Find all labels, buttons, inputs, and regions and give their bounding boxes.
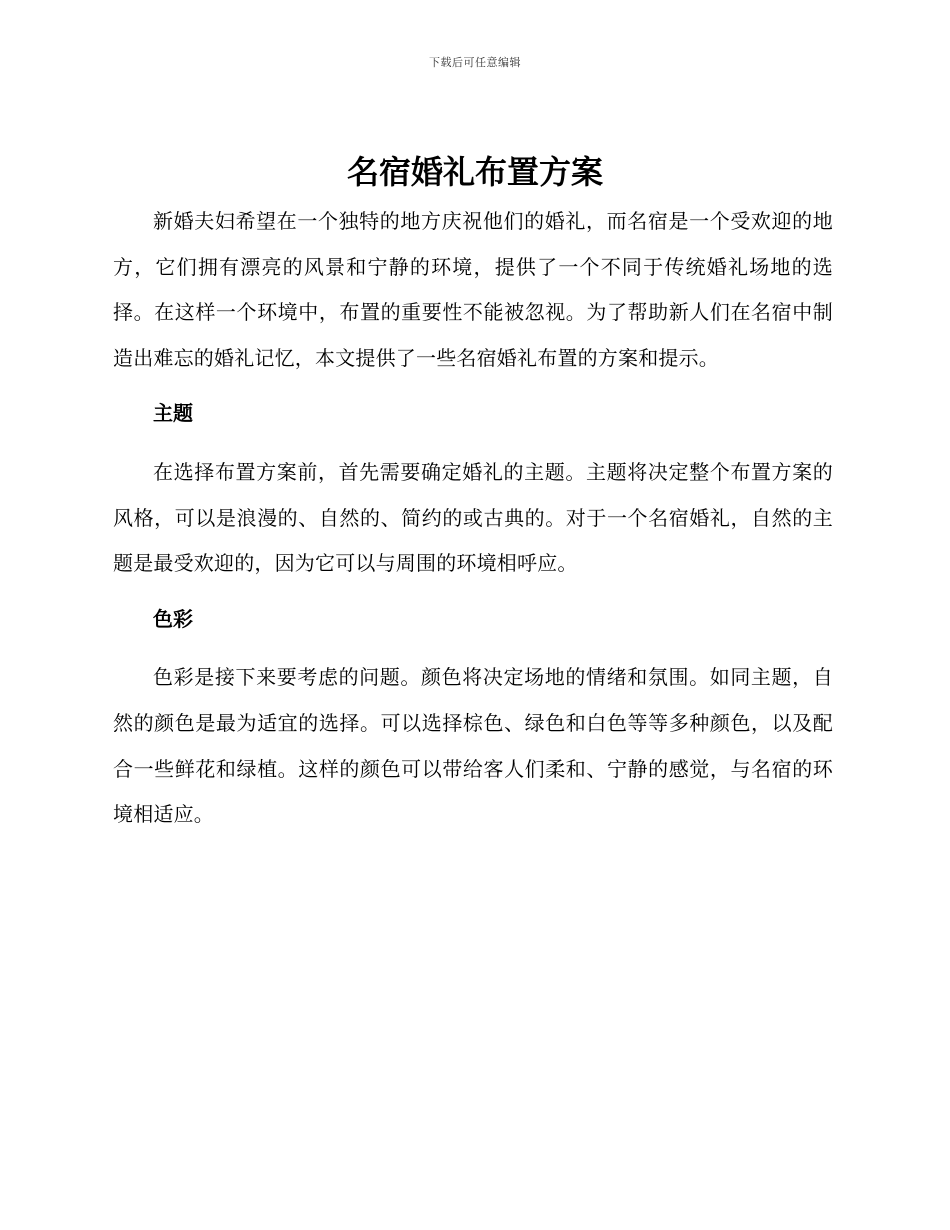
intro-paragraph: 新婚夫妇希望在一个独特的地方庆祝他们的婚礼，而名宿是一个受欢迎的地方，它们拥有漂亮的风景和宁静的环境，提供了一个不同于传统婚礼场地的选择。在这样一个环境中，布置的重要性不能被忽视。为了帮助新人们在名宿中制造出难忘的婚礼记忆，本文提供了一些名宿婚礼布置的方案和提示。 xyxy=(113,209,833,370)
document-body xyxy=(113,199,833,838)
section-body-theme: 在选择布置方案前，首先需要确定婚礼的主题。主题将决定整个布置方案的风格，可以是浪漫的、自然的、简约的或古典的。对于一个名宿婚礼，自然的主题是最受欢迎的，因为它可以与周围的环境相呼应。 xyxy=(113,459,833,576)
document-title: 名宿婚礼布置方案 xyxy=(346,153,603,191)
section-heading-color: 色彩 xyxy=(153,606,193,631)
section-heading-theme: 主题 xyxy=(153,401,193,426)
section-body-color: 色彩是接下来要考虑的问题。颜色将决定场地的情绪和氛围。如同主题，自然的颜色是最为适宜的选择。可以选择棕色、绿色和白色等等多种颜色，以及配合一些鲜花和绿植。这样的颜色可以带给客人们柔和、宁静的感觉，与名宿的环境相适应。 xyxy=(113,665,833,827)
page-header-note: 下载后可任意编辑 xyxy=(429,56,521,69)
